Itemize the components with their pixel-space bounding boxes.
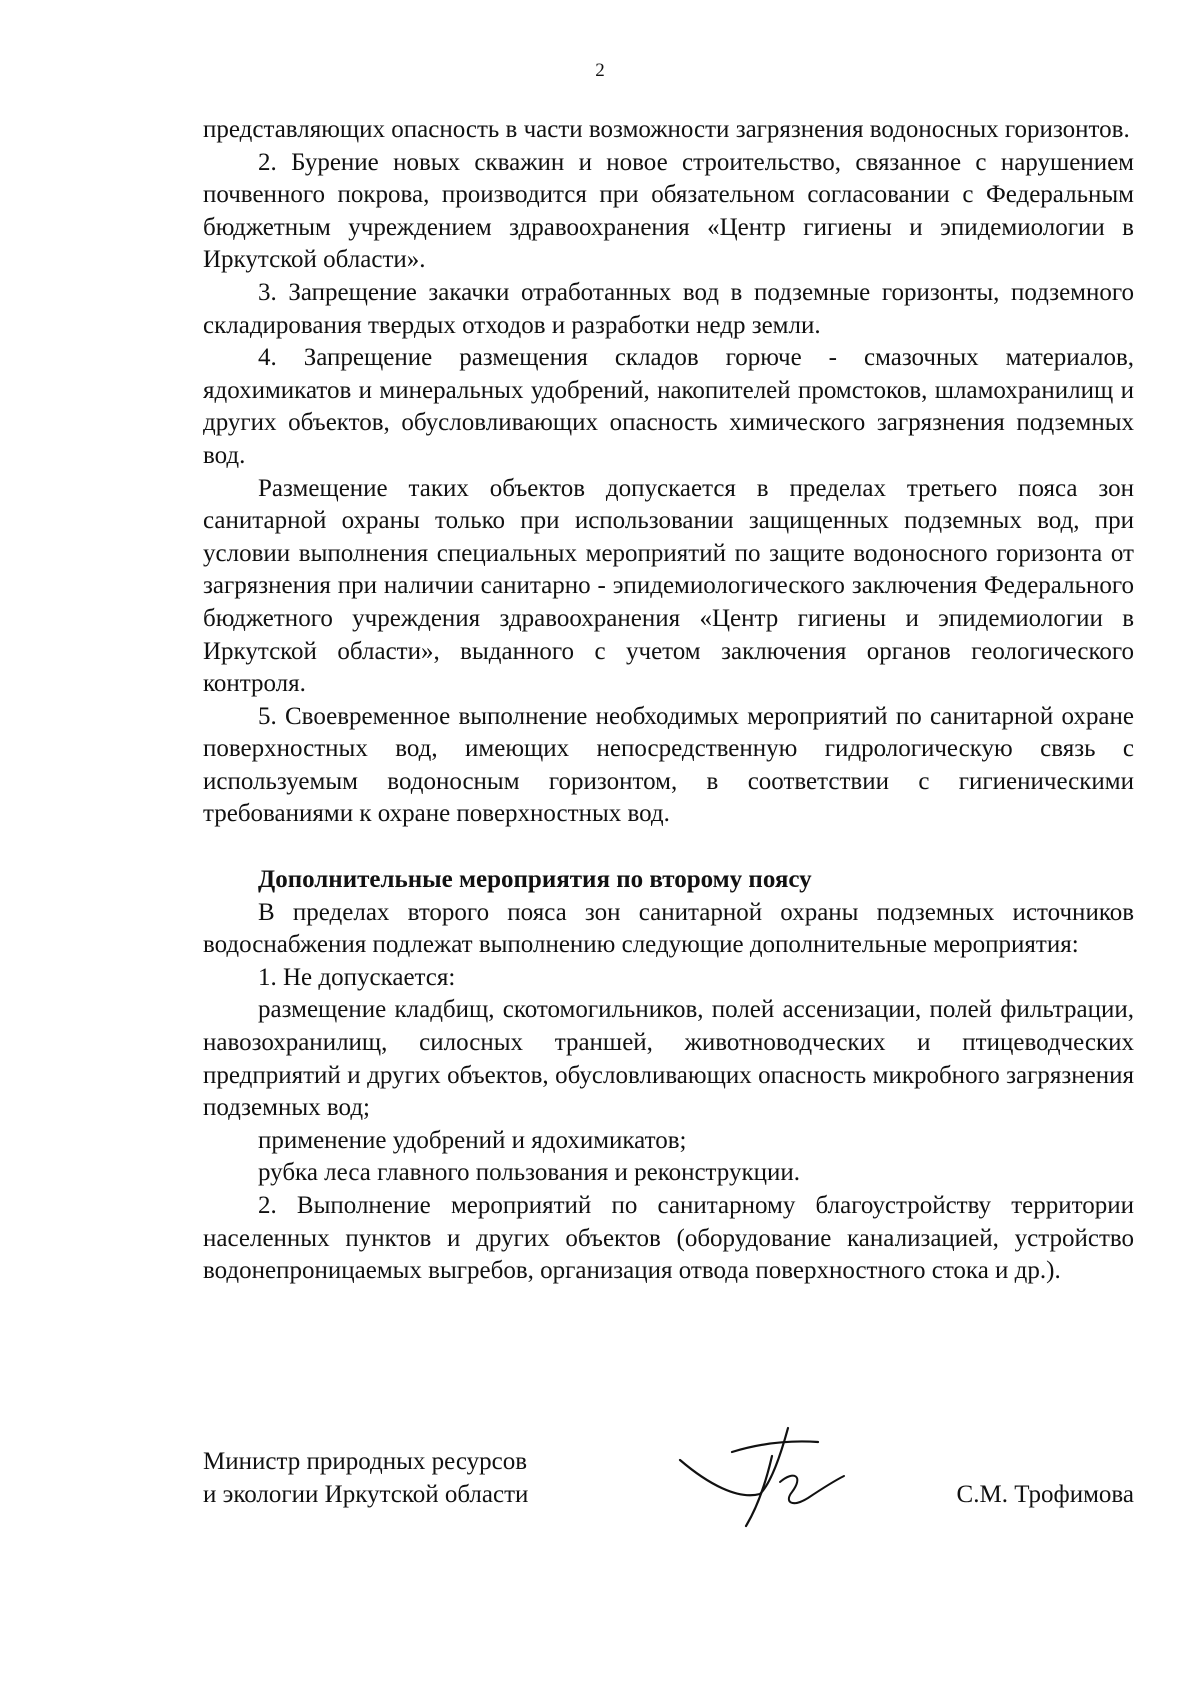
signatory-title-line: и экологии Иркутской области [203,1480,529,1508]
paragraph: применение удобрений и ядохимикатов; [258,1126,687,1154]
paragraph: Размещение таких объектов допускается в пределах третьего пояса зон санитарной охраны только при использовании защищенных подземных вод, при условии выполнения специальных мероприятий по защите водоносного горизонта от загрязнения при наличии санитарно - эпидемиологического заключения Федерального бюджетного учреждения здравоохранения «Центр гигиены и эпидемиологии в Иркутской области», выданного с учетом заключения органов геологического контроля. [203,474,1134,698]
handwritten-signature-icon [668,1422,848,1532]
paragraph: 1. Не допускается: [258,963,456,991]
paragraph: 2. Бурение новых скважин и новое строительство, связанное с нарушением почвенного покрова, производится при обязательном согласовании с Федеральным бюджетным учреждением здравоохранения «Центр гигиены и эпидемиологии в Иркутской области». [203,148,1134,274]
paragraph: 5. Своевременное выполнение необходимых мероприятий по санитарной охране поверхностных вод, имеющих непосредственную гидрологическую связь с используемым водоносным горизонтом, в соответствии с гигиеническими требованиями к охране поверхностных вод. [203,702,1134,828]
paragraph: 3. Запрещение закачки отработанных вод в подземные горизонты, подземного складирования твердых отходов и разработки недр земли. [203,278,1134,339]
paragraph-group-top [203,114,1134,831]
document-body [203,114,1134,1288]
signature-block [203,1446,1134,1526]
signatory-name: С.М. Трофимова [956,1481,1134,1508]
paragraph: В пределах второго пояса зон санитарной охраны подземных источников водоснабжения подлежат выполнению следующие дополнительные мероприятия: [203,898,1134,959]
paragraph: рубка леса главного пользования и реконструкции. [258,1159,800,1187]
paragraph: размещение кладбищ, скотомогильников, полей ассенизации, полей фильтрации, навозохранилищ, силосных траншей, животноводческих и птицеводческих предприятий и других объектов, обусловливающих опасность микробного загрязнения подземных вод; [203,996,1134,1122]
section-heading: Дополнительные мероприятия по второму поясу [258,866,812,894]
paragraph: 4. Запрещение размещения складов горюче - смазочных материалов, ядохимикатов и минеральных удобрений, накопителей промстоков, шламохранилищ и других объектов, обусловливающих опасность химического загрязнения подземных вод. [203,344,1134,469]
signatory-title [203,1446,528,1511]
paragraph: представляющих опасность в части возможности загрязнения водоносных горизонтов. [203,116,1130,143]
paragraph-group-bottom [203,897,1134,1288]
paragraph: 2. Выполнение мероприятий по санитарному благоустройству территории населенных пунктов и других объектов (оборудование канализацией, устройство водонепроницаемых выгребов, организация отвода поверхностного стока и др.). [203,1192,1134,1285]
page-number: 2 [595,60,605,81]
signatory-title-line: Министр природных ресурсов [203,1448,528,1475]
